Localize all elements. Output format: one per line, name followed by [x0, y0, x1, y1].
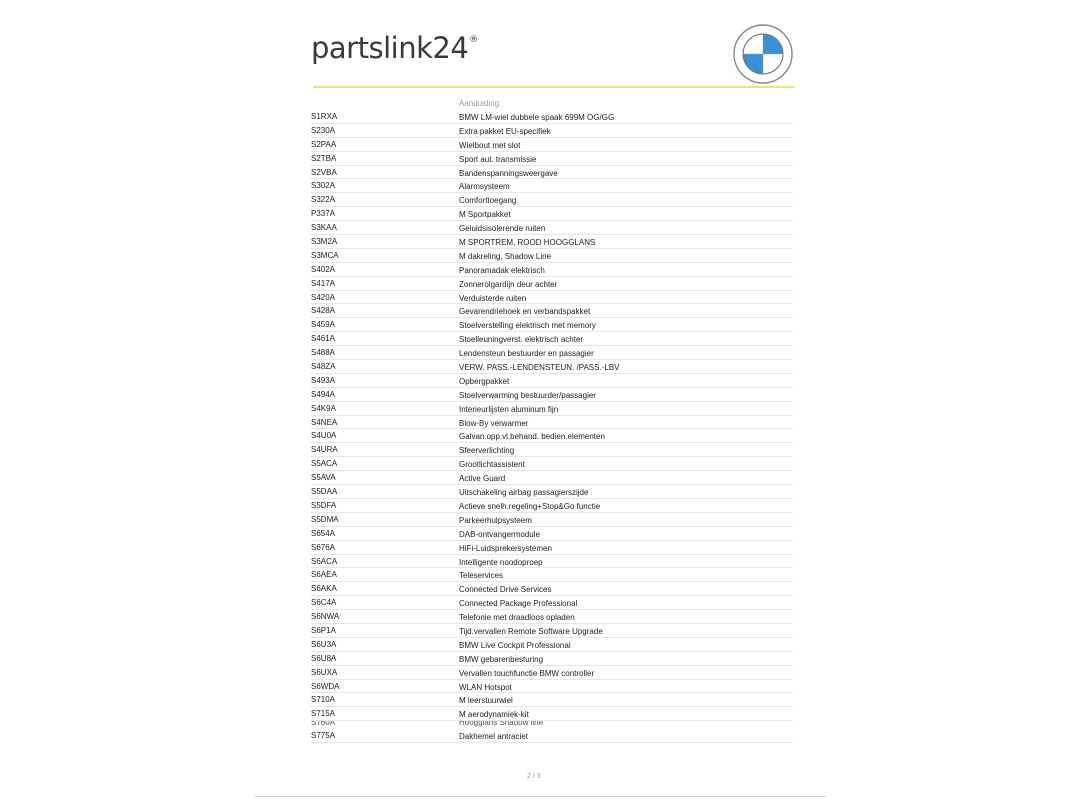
option-label: Verduisterde ruiten: [459, 293, 527, 303]
option-code: S5DMA: [311, 514, 339, 524]
option-row: [311, 541, 793, 555]
option-row: [311, 249, 793, 263]
option-row: [311, 555, 793, 569]
option-code: S302A: [311, 181, 336, 191]
option-label: Opbergpakket: [459, 376, 510, 386]
option-code: S2PAA: [311, 139, 337, 149]
option-label: BMW LM-wiel dubbele spaak 699M OG/GG: [459, 113, 615, 122]
option-code: S6U8A: [311, 653, 337, 663]
option-row: [311, 610, 793, 624]
option-row: [311, 291, 793, 305]
option-code: S4U0A: [311, 431, 337, 441]
option-code: S493A: [311, 375, 336, 385]
option-row: [311, 721, 793, 729]
option-row: [311, 666, 793, 680]
option-label: M dakreling, Shadow Line: [459, 251, 552, 261]
option-label: Wielbout met slot: [459, 140, 521, 150]
option-code: S417A: [311, 278, 336, 288]
option-row: [311, 221, 793, 235]
header-divider: [313, 86, 794, 88]
option-code: S6U3A: [311, 639, 337, 649]
option-row: [311, 513, 793, 527]
option-code: S5DFA: [311, 500, 337, 510]
option-label: VERW. PASS.-LENDENSTEUN. /PASS.-LBV: [459, 363, 620, 373]
option-label: Alarmsysteem: [459, 182, 510, 192]
option-code: S3MCA: [311, 250, 339, 260]
option-row: [311, 652, 793, 666]
option-label: Bandenspanningsweergave: [459, 168, 558, 178]
option-code: S2TBA: [311, 153, 337, 163]
option-row: [311, 332, 793, 346]
option-label: Active Guard: [459, 474, 506, 484]
option-row: [311, 152, 793, 166]
option-label: Sfeerverlichting: [459, 446, 515, 456]
option-code: S2VBA: [311, 167, 337, 177]
option-row: [311, 429, 793, 443]
option-row: [311, 568, 793, 582]
option-label: Interieurlijsten aluminum fijn: [459, 404, 559, 414]
option-label: Blow-By verwarmer: [459, 418, 529, 428]
option-label: Zonnerolgardijn deur achter: [459, 279, 558, 289]
option-code: S402A: [311, 264, 336, 274]
option-code: S461A: [311, 334, 336, 344]
option-code: S4URA: [311, 445, 338, 455]
option-code: S5DAA: [311, 487, 338, 497]
option-row: [311, 499, 793, 513]
option-label: BMW gebarenbesturing: [459, 654, 544, 664]
option-row: [311, 235, 793, 249]
option-row: [311, 693, 793, 707]
option-label: Connected Drive Services: [459, 585, 552, 595]
option-code: S5ACA: [311, 459, 338, 469]
option-list: [311, 110, 793, 743]
option-label: Geluidsisolerende ruiten: [459, 224, 546, 234]
option-code: S3M2A: [311, 237, 338, 247]
option-code: S775A: [311, 731, 336, 741]
option-label: WLAN Hotspot: [459, 682, 512, 692]
option-code: S4K9A: [311, 403, 336, 413]
option-row: [311, 680, 793, 694]
option-code: S6WDA: [311, 681, 340, 691]
option-label: BMW Live Cockpit Professional: [459, 640, 571, 650]
option-row: [311, 471, 793, 485]
option-row: [311, 179, 793, 193]
option-row: [311, 624, 793, 638]
option-code: S6ACA: [311, 556, 338, 566]
option-row: [311, 346, 793, 360]
option-code: S6UXA: [311, 667, 338, 677]
option-code: S6AKA: [311, 584, 337, 594]
option-code: S710A: [311, 695, 336, 705]
option-row: [311, 193, 793, 207]
option-label: Tijd.vervallen Remote Software Upgrade: [459, 626, 603, 636]
option-label: M Sportpakket: [459, 210, 511, 220]
option-label: M SPORTREM, ROOD HOOGGLANS: [459, 238, 596, 248]
option-code: S48ZA: [311, 362, 336, 372]
bottom-divider: [255, 796, 826, 797]
option-label: Intelligente noodoproep: [459, 557, 543, 567]
option-label: DAB-ontvangermodule: [459, 529, 540, 539]
option-code: S6AEA: [311, 570, 337, 580]
option-label: M aerodynamiek-kit: [459, 710, 529, 720]
option-code: S3KAA: [311, 223, 337, 233]
option-label: HiFi-Luidsprekersystemen: [459, 543, 552, 553]
option-row: [311, 166, 793, 180]
option-code: S760A: [311, 721, 336, 728]
column-header-aanduiding: Aanduiding: [459, 99, 500, 108]
option-row: [311, 416, 793, 430]
option-label: Teleservices: [459, 571, 504, 581]
option-label: Stoelverwarming bestuurder/passagier: [459, 390, 596, 400]
option-code: S6NWA: [311, 612, 340, 622]
option-label: Telefonie met draadloos opladen: [459, 613, 575, 623]
page-number: 2 / 3: [527, 773, 541, 780]
partslink24-logo: [311, 31, 478, 65]
option-label: Connected Package Professional: [459, 599, 578, 609]
option-label: Sport aut. transmissie: [459, 154, 537, 164]
option-code: S654A: [311, 528, 336, 538]
option-label: Galvan.opp.vl.behand. bedien.elementen: [459, 432, 605, 442]
option-code: P337A: [311, 209, 336, 219]
option-label: Stoelverstelling elektrisch met memory: [459, 321, 596, 331]
option-label: Dakhemel antraciet: [459, 732, 528, 742]
option-code: S6P1A: [311, 625, 336, 635]
option-code: S5AVA: [311, 473, 336, 483]
option-row: [311, 360, 793, 374]
option-row: [311, 374, 793, 388]
option-code: S676A: [311, 542, 336, 552]
option-row: [311, 304, 793, 318]
option-row: [311, 138, 793, 152]
option-label: Uitschakeling airbag passagierszijde: [459, 488, 589, 498]
option-row: [311, 582, 793, 596]
option-code: S715A: [311, 709, 336, 719]
option-row: [311, 527, 793, 541]
option-label: Gevarendriehoek en verbandspakket: [459, 307, 591, 317]
option-row: [311, 124, 793, 138]
option-code: S459A: [311, 320, 336, 330]
option-row: [311, 485, 793, 499]
option-row: [311, 263, 793, 277]
option-label: Hoogglans Shadow line: [459, 721, 544, 728]
option-code: S488A: [311, 348, 336, 358]
option-row: [311, 388, 793, 402]
brand-name: partslink24: [311, 31, 469, 65]
option-row: [311, 457, 793, 471]
option-code: S322A: [311, 195, 336, 205]
option-label: Actieve snelh.regeling+Stop&Go functie: [459, 501, 601, 511]
option-code: S6C4A: [311, 598, 337, 608]
option-label: Panoramadak elektrisch: [459, 265, 545, 275]
option-row: [311, 318, 793, 332]
brand-registered-mark: ®: [469, 35, 478, 45]
option-row: [311, 277, 793, 291]
option-row: [311, 110, 793, 124]
option-row: [311, 207, 793, 221]
option-label: M leerstuurwiel: [459, 696, 513, 706]
option-row: [311, 638, 793, 652]
option-label: Parkeerhulpsysteem: [459, 515, 532, 525]
option-row: [311, 729, 793, 743]
option-row: [311, 402, 793, 416]
option-code: S4NEA: [311, 417, 338, 427]
option-code: S494A: [311, 389, 336, 399]
option-row: [311, 596, 793, 610]
option-code: S1RXA: [311, 112, 338, 121]
option-code: S428A: [311, 306, 336, 316]
option-label: Vervallen touchfunctie BMW controller: [459, 668, 595, 678]
option-label: Lendensteun bestuurder en passagier: [459, 349, 594, 359]
option-label: Stoelleuningverst. elektrisch achter: [459, 335, 584, 345]
option-code: S230A: [311, 125, 336, 135]
bmw-logo-icon: [733, 24, 793, 84]
option-label: Extra pakket EU-specifiek: [459, 126, 551, 136]
option-code: S420A: [311, 292, 336, 302]
option-row: [311, 443, 793, 457]
option-label: Grootlichtassistent: [459, 460, 525, 470]
option-row: [311, 707, 793, 721]
option-label: Comforttoegang: [459, 196, 517, 206]
